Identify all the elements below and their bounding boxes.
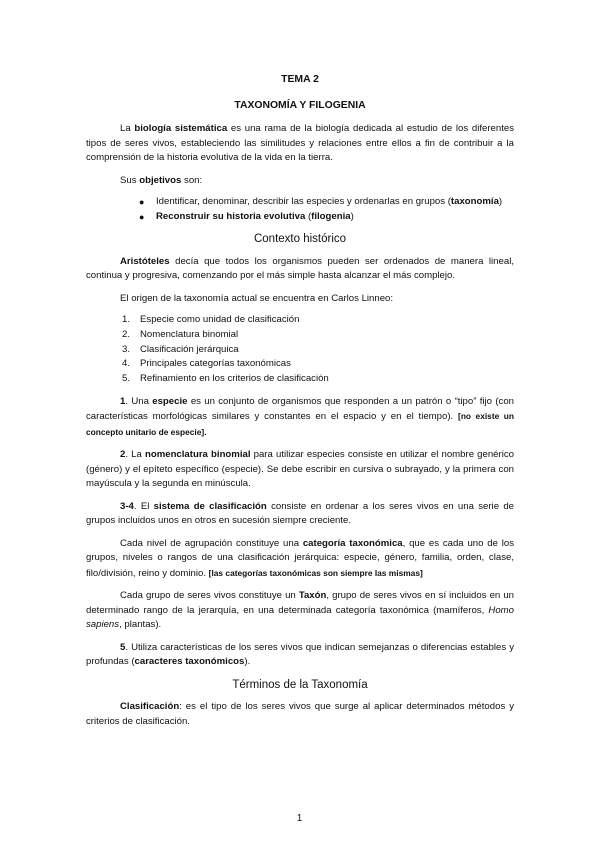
species-lead: . Una (125, 395, 149, 407)
nomenclature-text: para utilizar especies consiste en utilizar el nombre genérico (género) y el epíteto específico (especie). Se debe escribir en cursiva o subrayado, y la primera con mayúscula y la segunda en minúscula. (86, 449, 514, 490)
section-heading-context: Contexto histórico (253, 233, 347, 245)
nomenclature-term: nomenclatura binomial (144, 449, 251, 461)
list-number: 4. (122, 358, 131, 370)
taxon-text: , grupo de seres vivos en sí incluidos en un determinado rango de la jerarquía, en una determinada categoría taxonómica (mamíferos, (86, 590, 514, 616)
objective-paren: taxonomía (450, 196, 499, 207)
bullet-icon: ● (139, 197, 145, 207)
taxon-tail: , plantas). (119, 619, 162, 631)
objectives-list (86, 195, 514, 224)
system-lead: . El (133, 500, 150, 512)
aristotle-term: Aristóteles (120, 255, 170, 267)
objectives-term: objetivos (139, 174, 182, 186)
category-lead: Cada nivel de agrupación constituye una (120, 537, 300, 549)
list-text: Nomenclatura binomial (140, 328, 239, 340)
objectives-lead: Sus (120, 174, 137, 186)
intro-lead: La (120, 123, 131, 134)
list-item (122, 357, 514, 372)
list-item (122, 313, 514, 328)
system-text: consiste en ordenar a los seres vivos en una serie de grupos incluidos unos en otros en sucesión siempre creciente. (86, 500, 514, 527)
list-item (122, 372, 514, 387)
classification-text: : es el tipo de los seres vivos que surge al aplicar determinados métodos y criterios de clasificación. (86, 701, 514, 727)
list-item: ● Identificar, denominar, describir las especies y ordenarlas en grupos (taxonomía) (156, 195, 514, 210)
bullet-icon: ● (139, 211, 145, 222)
section-heading-terms: Términos de la Taxonomía (232, 678, 368, 691)
characters-term: caracteres taxonómicos (134, 656, 245, 668)
system-term: sistema de clasificación (153, 500, 267, 512)
classification-system-paragraph (86, 500, 514, 529)
taxon-term: Taxón (298, 590, 327, 602)
linneo-list (86, 313, 514, 387)
objective-text: Identificar, denominar, describir las especies y ordenarlas en grupos (156, 196, 446, 207)
intro-paragraph (86, 122, 514, 166)
nomenclature-paragraph (86, 448, 514, 492)
classification-paragraph (86, 700, 514, 729)
species-note: [no existe un concepto unitario de especie]. (86, 411, 515, 437)
objectives-tail: son: (184, 174, 203, 186)
intro-text: es una rama de la biología dedicada al estudio de los diferentes tipos de seres vivos, estableciendo las similitudes y relaciones entre ellos a fin de contribuir a la comprensión de la historia evolutiva de la vida en la tierra. (86, 123, 515, 163)
list-item (122, 343, 514, 358)
species-term: especie (152, 395, 188, 407)
taxon-example: Homo sapiens (86, 604, 515, 631)
taxon-paragraph (86, 589, 514, 633)
list-number: 1. (122, 314, 131, 325)
list-number: 2. (122, 328, 131, 340)
objective-paren: filogenia (311, 210, 351, 222)
list-text: Especie como unidad de clasificación (140, 314, 300, 325)
list-item (122, 328, 514, 343)
category-note: [las categorías taxonómicas son siempre las mismas] (208, 567, 423, 578)
characters-paragraph (86, 641, 514, 670)
paragraph-number: 5 (120, 641, 126, 653)
objectives-intro (86, 174, 514, 189)
page-number: 1 (296, 813, 303, 824)
page-content (86, 73, 514, 729)
intro-term: biología sistemática (134, 123, 228, 134)
document-subtitle: TAXONOMÍA Y FILOGENIA (234, 99, 366, 111)
paragraph-number: 3-4 (120, 500, 134, 512)
paragraph-number: 1 (120, 395, 126, 407)
list-number: 5. (122, 373, 131, 385)
document-title: TEMA 2 (281, 74, 319, 85)
characters-lead: . Utiliza características de los seres vivos que indican semejanzas o diferencias estables y profundas ( (86, 641, 514, 668)
category-paragraph (86, 537, 514, 582)
taxon-lead: Cada grupo de seres vivos constituye un (120, 590, 296, 602)
category-text: , que es cada uno de los grupos, niveles o rangos de una clasificación jerárquica: especie, género, familia, orden, clase, filo/división, reino y dominio. (86, 537, 514, 579)
characters-tail: ). (244, 656, 251, 668)
species-paragraph (86, 395, 514, 441)
species-text: es un conjunto de organismos que responden a un patrón o “tipo” fijo (con características morfológicas similares y constantes en el espacio y en el tiempo). (86, 395, 514, 423)
classification-term: Clasificación (120, 701, 180, 713)
objective-text: Reconstruir su historia evolutiva (156, 210, 306, 222)
origin-paragraph: El origen de la taxonomía actual se encuentra en Carlos Linneo: (120, 292, 394, 304)
paragraph-number: 2 (120, 449, 126, 461)
category-term: categoría taxonómica (302, 537, 403, 549)
aristotle-paragraph (86, 255, 514, 284)
list-number: 3. (122, 343, 131, 355)
list-item: ● Reconstruir su historia evolutiva (filogenia) (156, 210, 514, 225)
nomenclature-lead: . La (125, 449, 142, 461)
list-text: Refinamiento en los criterios de clasificación (140, 373, 329, 385)
list-text: Clasificación jerárquica (140, 343, 239, 355)
aristotle-text: decía que todos los organismos pueden ser ordenados de manera lineal, continua y progresiva, comenzando por el más simple hasta alcanzar el más complejo. (86, 255, 514, 281)
list-text: Principales categorías taxonómicas (140, 358, 291, 370)
